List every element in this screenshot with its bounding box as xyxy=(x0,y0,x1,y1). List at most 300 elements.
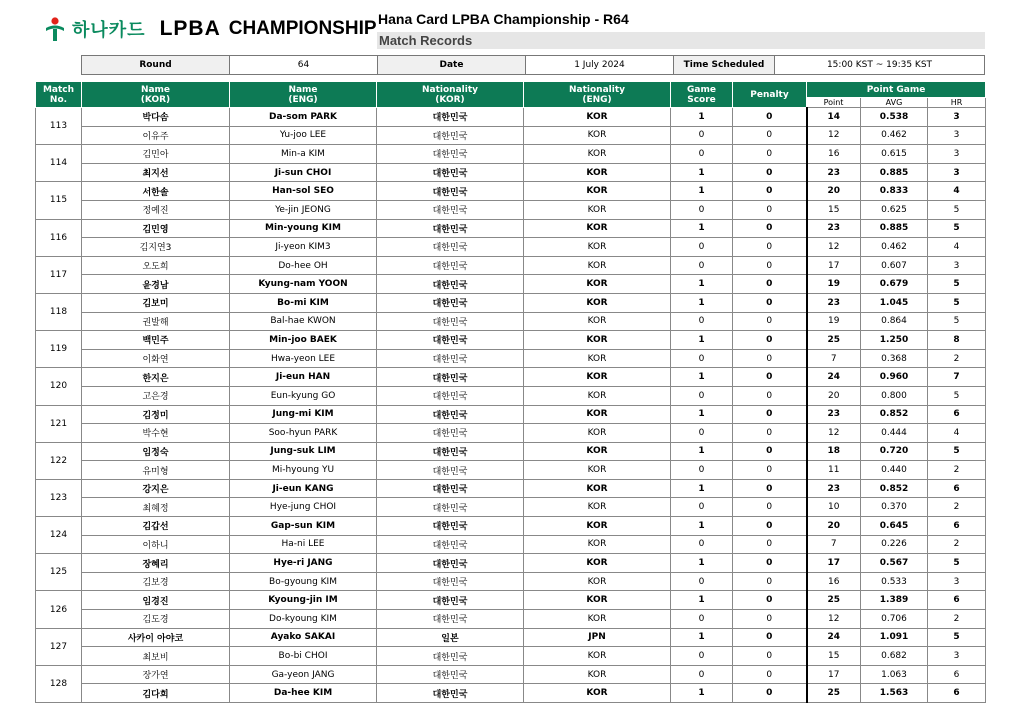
name-kor-cell: 서한솔 xyxy=(82,182,230,201)
nat-kor-cell: 대한민국 xyxy=(377,479,524,498)
match-no-cell: 120 xyxy=(36,368,82,405)
name-eng-cell: Han-sol SEO xyxy=(230,182,377,201)
penalty-cell: 0 xyxy=(733,275,807,294)
match-no-cell: 115 xyxy=(36,182,82,219)
col-hr: HR xyxy=(928,98,986,108)
point-cell: 11 xyxy=(807,461,861,480)
avg-cell: 0.368 xyxy=(861,349,928,368)
name-kor-cell: 김민영 xyxy=(82,219,230,238)
match-no-cell: 127 xyxy=(36,628,82,665)
nat-kor-cell: 대한민국 xyxy=(377,182,524,201)
nat-kor-cell: 대한민국 xyxy=(377,368,524,387)
game-score-cell: 0 xyxy=(671,238,733,257)
penalty-cell: 0 xyxy=(733,331,807,350)
col-game-score: Game Score xyxy=(671,82,733,108)
point-cell: 12 xyxy=(807,610,861,629)
game-score-cell: 0 xyxy=(671,424,733,443)
nat-eng-cell: KOR xyxy=(524,498,671,517)
col-nat-eng: Nationality (ENG) xyxy=(524,82,671,108)
table-row xyxy=(36,219,986,238)
hr-cell: 5 xyxy=(928,442,986,461)
avg-cell: 0.645 xyxy=(861,517,928,536)
point-cell: 12 xyxy=(807,424,861,443)
penalty-cell: 0 xyxy=(733,442,807,461)
nat-kor-cell: 대한민국 xyxy=(377,108,524,127)
penalty-cell: 0 xyxy=(733,405,807,424)
name-eng-cell: Ayako SAKAI xyxy=(230,628,377,647)
match-no-cell: 128 xyxy=(36,665,82,702)
penalty-cell: 0 xyxy=(733,293,807,312)
nat-kor-cell: 대한민국 xyxy=(377,647,524,666)
game-score-cell: 0 xyxy=(671,461,733,480)
page-title: Hana Card LPBA Championship - R64 xyxy=(378,11,629,27)
time-value: 15:00 KST ~ 19:35 KST xyxy=(775,56,985,75)
nat-kor-cell: 대한민국 xyxy=(377,572,524,591)
table-row xyxy=(36,610,986,629)
match-no-cell: 117 xyxy=(36,256,82,293)
nat-kor-cell: 대한민국 xyxy=(377,517,524,536)
nat-eng-cell: JPN xyxy=(524,628,671,647)
nat-eng-cell: KOR xyxy=(524,386,671,405)
game-score-cell: 0 xyxy=(671,126,733,145)
game-score-cell: 0 xyxy=(671,200,733,219)
table-row xyxy=(36,442,986,461)
avg-cell: 0.864 xyxy=(861,312,928,331)
point-cell: 10 xyxy=(807,498,861,517)
game-score-cell: 1 xyxy=(671,108,733,127)
name-eng-cell: Hwa-yeon LEE xyxy=(230,349,377,368)
name-eng-cell: Bo-mi KIM xyxy=(230,293,377,312)
hr-cell: 3 xyxy=(928,108,986,127)
avg-cell: 0.833 xyxy=(861,182,928,201)
table-row xyxy=(36,424,986,443)
game-score-cell: 1 xyxy=(671,182,733,201)
nat-eng-cell: KOR xyxy=(524,517,671,536)
table-row xyxy=(36,256,986,275)
nat-eng-cell: KOR xyxy=(524,182,671,201)
avg-cell: 0.444 xyxy=(861,424,928,443)
nat-kor-cell: 대한민국 xyxy=(377,535,524,554)
table-row xyxy=(36,665,986,684)
game-score-cell: 0 xyxy=(671,610,733,629)
name-eng-cell: Jung-suk LIM xyxy=(230,442,377,461)
hr-cell: 3 xyxy=(928,256,986,275)
nat-eng-cell: KOR xyxy=(524,126,671,145)
point-cell: 14 xyxy=(807,108,861,127)
match-no-cell: 118 xyxy=(36,293,82,330)
name-kor-cell: 이화연 xyxy=(82,349,230,368)
penalty-cell: 0 xyxy=(733,610,807,629)
name-eng-cell: Ji-eun KANG xyxy=(230,479,377,498)
round-label: Round xyxy=(82,56,230,75)
name-eng-cell: Bo-gyoung KIM xyxy=(230,572,377,591)
col-nat-kor: Nationality (KOR) xyxy=(377,82,524,108)
point-cell: 7 xyxy=(807,535,861,554)
avg-cell: 1.389 xyxy=(861,591,928,610)
penalty-cell: 0 xyxy=(733,665,807,684)
col-match-no: Match No. xyxy=(36,82,82,108)
page-subtitle: Match Records xyxy=(377,32,985,49)
nat-eng-cell: KOR xyxy=(524,256,671,275)
hr-cell: 5 xyxy=(928,293,986,312)
game-score-cell: 1 xyxy=(671,442,733,461)
nat-eng-cell: KOR xyxy=(524,331,671,350)
hr-cell: 3 xyxy=(928,647,986,666)
nat-eng-cell: KOR xyxy=(524,647,671,666)
name-kor-cell: 박다솜 xyxy=(82,108,230,127)
name-eng-cell: Hye-ri JANG xyxy=(230,554,377,573)
avg-cell: 0.852 xyxy=(861,479,928,498)
penalty-cell: 0 xyxy=(733,424,807,443)
nat-eng-cell: KOR xyxy=(524,535,671,554)
penalty-cell: 0 xyxy=(733,479,807,498)
penalty-cell: 0 xyxy=(733,238,807,257)
name-kor-cell: 최보비 xyxy=(82,647,230,666)
match-records-table xyxy=(35,81,986,703)
penalty-cell: 0 xyxy=(733,684,807,703)
date-value: 1 July 2024 xyxy=(526,56,674,75)
point-cell: 19 xyxy=(807,275,861,294)
point-cell: 24 xyxy=(807,368,861,387)
table-row xyxy=(36,182,986,201)
nat-eng-cell: KOR xyxy=(524,108,671,127)
hr-cell: 3 xyxy=(928,145,986,164)
name-eng-cell: Da-hee KIM xyxy=(230,684,377,703)
nat-eng-cell: KOR xyxy=(524,665,671,684)
table-row xyxy=(36,554,986,573)
name-eng-cell: Mi-hyoung YU xyxy=(230,461,377,480)
hr-cell: 3 xyxy=(928,163,986,182)
game-score-cell: 1 xyxy=(671,219,733,238)
name-eng-cell: Bo-bi CHOI xyxy=(230,647,377,666)
match-no-cell: 123 xyxy=(36,479,82,516)
avg-cell: 0.852 xyxy=(861,405,928,424)
name-kor-cell: 한지은 xyxy=(82,368,230,387)
game-score-cell: 0 xyxy=(671,647,733,666)
name-kor-cell: 유미형 xyxy=(82,461,230,480)
point-cell: 16 xyxy=(807,145,861,164)
name-kor-cell: 김지연3 xyxy=(82,238,230,257)
name-kor-cell: 임정숙 xyxy=(82,442,230,461)
name-eng-cell: Ji-eun HAN xyxy=(230,368,377,387)
game-score-cell: 1 xyxy=(671,591,733,610)
name-eng-cell: Kyung-nam YOON xyxy=(230,275,377,294)
table-row xyxy=(36,628,986,647)
nat-kor-cell: 대한민국 xyxy=(377,405,524,424)
hr-cell: 6 xyxy=(928,591,986,610)
date-label: Date xyxy=(378,56,526,75)
hr-cell: 3 xyxy=(928,126,986,145)
penalty-cell: 0 xyxy=(733,163,807,182)
match-no-cell: 121 xyxy=(36,405,82,442)
point-cell: 23 xyxy=(807,219,861,238)
hr-cell: 2 xyxy=(928,349,986,368)
col-point: Point xyxy=(807,98,861,108)
avg-cell: 0.679 xyxy=(861,275,928,294)
match-no-cell: 114 xyxy=(36,145,82,182)
col-name-eng: Name (ENG) xyxy=(230,82,377,108)
avg-cell: 0.960 xyxy=(861,368,928,387)
penalty-cell: 0 xyxy=(733,219,807,238)
avg-cell: 0.625 xyxy=(861,200,928,219)
hr-cell: 5 xyxy=(928,200,986,219)
lpba-logo-text: LPBA xyxy=(159,17,221,40)
table-row xyxy=(36,200,986,219)
time-label: Time Scheduled xyxy=(674,56,775,75)
logo xyxy=(44,14,377,44)
point-cell: 24 xyxy=(807,628,861,647)
hana-logo-icon xyxy=(44,16,66,42)
avg-cell: 0.800 xyxy=(861,386,928,405)
penalty-cell: 0 xyxy=(733,126,807,145)
penalty-cell: 0 xyxy=(733,145,807,164)
nat-eng-cell: KOR xyxy=(524,554,671,573)
name-eng-cell: Jung-mi KIM xyxy=(230,405,377,424)
hr-cell: 2 xyxy=(928,535,986,554)
point-cell: 18 xyxy=(807,442,861,461)
name-eng-cell: Bal-hae KWON xyxy=(230,312,377,331)
name-eng-cell: Eun-kyung GO xyxy=(230,386,377,405)
point-cell: 25 xyxy=(807,591,861,610)
hr-cell: 5 xyxy=(928,312,986,331)
name-kor-cell: 장혜리 xyxy=(82,554,230,573)
col-name-kor: Name (KOR) xyxy=(82,82,230,108)
table-row xyxy=(36,349,986,368)
avg-cell: 0.462 xyxy=(861,238,928,257)
hr-cell: 5 xyxy=(928,219,986,238)
table-row xyxy=(36,479,986,498)
name-kor-cell: 강지은 xyxy=(82,479,230,498)
penalty-cell: 0 xyxy=(733,349,807,368)
col-avg: AVG xyxy=(861,98,928,108)
game-score-cell: 0 xyxy=(671,349,733,368)
game-score-cell: 1 xyxy=(671,405,733,424)
hr-cell: 6 xyxy=(928,405,986,424)
hr-cell: 8 xyxy=(928,331,986,350)
name-kor-cell: 김갑선 xyxy=(82,517,230,536)
penalty-cell: 0 xyxy=(733,182,807,201)
table-row xyxy=(36,163,986,182)
nat-eng-cell: KOR xyxy=(524,238,671,257)
match-no-cell: 113 xyxy=(36,108,82,145)
avg-cell: 0.885 xyxy=(861,163,928,182)
point-cell: 17 xyxy=(807,256,861,275)
nat-eng-cell: KOR xyxy=(524,405,671,424)
nat-kor-cell: 대한민국 xyxy=(377,591,524,610)
game-score-cell: 0 xyxy=(671,256,733,275)
match-no-cell: 122 xyxy=(36,442,82,479)
game-score-cell: 0 xyxy=(671,572,733,591)
hr-cell: 6 xyxy=(928,517,986,536)
brand-korean: 하나카드 xyxy=(72,20,146,41)
avg-cell: 0.720 xyxy=(861,442,928,461)
match-no-cell: 125 xyxy=(36,554,82,591)
point-cell: 25 xyxy=(807,684,861,703)
hr-cell: 3 xyxy=(928,572,986,591)
nat-kor-cell: 대한민국 xyxy=(377,424,524,443)
table-row xyxy=(36,331,986,350)
avg-cell: 0.615 xyxy=(861,145,928,164)
name-kor-cell: 김다희 xyxy=(82,684,230,703)
name-kor-cell: 고은경 xyxy=(82,386,230,405)
point-cell: 19 xyxy=(807,312,861,331)
name-eng-cell: Ha-ni LEE xyxy=(230,535,377,554)
penalty-cell: 0 xyxy=(733,108,807,127)
table-row xyxy=(36,535,986,554)
penalty-cell: 0 xyxy=(733,200,807,219)
point-cell: 23 xyxy=(807,163,861,182)
nat-kor-cell: 대한민국 xyxy=(377,442,524,461)
name-kor-cell: 이하니 xyxy=(82,535,230,554)
nat-kor-cell: 대한민국 xyxy=(377,386,524,405)
hr-cell: 4 xyxy=(928,424,986,443)
game-score-cell: 0 xyxy=(671,312,733,331)
name-kor-cell: 김도경 xyxy=(82,610,230,629)
name-kor-cell: 정예진 xyxy=(82,200,230,219)
table-row xyxy=(36,368,986,387)
name-kor-cell: 김정미 xyxy=(82,405,230,424)
table-row xyxy=(36,238,986,257)
nat-kor-cell: 대한민국 xyxy=(377,238,524,257)
nat-kor-cell: 일본 xyxy=(377,628,524,647)
round-value: 64 xyxy=(230,56,378,75)
name-kor-cell: 장가연 xyxy=(82,665,230,684)
game-score-cell: 1 xyxy=(671,628,733,647)
table-row xyxy=(36,312,986,331)
table-row xyxy=(36,517,986,536)
table-row xyxy=(36,461,986,480)
name-kor-cell: 김민아 xyxy=(82,145,230,164)
avg-cell: 1.563 xyxy=(861,684,928,703)
game-score-cell: 1 xyxy=(671,554,733,573)
match-no-cell: 126 xyxy=(36,591,82,628)
hr-cell: 4 xyxy=(928,182,986,201)
nat-eng-cell: KOR xyxy=(524,479,671,498)
table-row xyxy=(36,498,986,517)
point-cell: 25 xyxy=(807,331,861,350)
name-eng-cell: Ga-yeon JANG xyxy=(230,665,377,684)
nat-kor-cell: 대한민국 xyxy=(377,331,524,350)
nat-kor-cell: 대한민국 xyxy=(377,498,524,517)
nat-eng-cell: KOR xyxy=(524,145,671,164)
penalty-cell: 0 xyxy=(733,535,807,554)
name-eng-cell: Soo-hyun PARK xyxy=(230,424,377,443)
hr-cell: 5 xyxy=(928,628,986,647)
avg-cell: 0.533 xyxy=(861,572,928,591)
name-kor-cell: 임경진 xyxy=(82,591,230,610)
table-row xyxy=(36,275,986,294)
col-point-game: Point Game xyxy=(807,82,986,98)
table-row xyxy=(36,386,986,405)
name-eng-cell: Ji-yeon KIM3 xyxy=(230,238,377,257)
penalty-cell: 0 xyxy=(733,368,807,387)
point-cell: 17 xyxy=(807,554,861,573)
avg-cell: 0.885 xyxy=(861,219,928,238)
name-kor-cell: 최지선 xyxy=(82,163,230,182)
nat-kor-cell: 대한민국 xyxy=(377,275,524,294)
penalty-cell: 0 xyxy=(733,386,807,405)
game-score-cell: 1 xyxy=(671,517,733,536)
nat-kor-cell: 대한민국 xyxy=(377,219,524,238)
point-cell: 23 xyxy=(807,405,861,424)
point-cell: 20 xyxy=(807,182,861,201)
hr-cell: 6 xyxy=(928,684,986,703)
name-kor-cell: 김보미 xyxy=(82,293,230,312)
avg-cell: 0.370 xyxy=(861,498,928,517)
hr-cell: 4 xyxy=(928,238,986,257)
hr-cell: 5 xyxy=(928,554,986,573)
name-eng-cell: Da-som PARK xyxy=(230,108,377,127)
name-eng-cell: Kyoung-jin IM xyxy=(230,591,377,610)
table-row xyxy=(36,647,986,666)
name-eng-cell: Do-kyoung KIM xyxy=(230,610,377,629)
hr-cell: 5 xyxy=(928,275,986,294)
hr-cell: 7 xyxy=(928,368,986,387)
game-score-cell: 1 xyxy=(671,331,733,350)
table-row xyxy=(36,591,986,610)
name-kor-cell: 윤경남 xyxy=(82,275,230,294)
nat-eng-cell: KOR xyxy=(524,424,671,443)
point-cell: 20 xyxy=(807,386,861,405)
match-no-cell: 119 xyxy=(36,331,82,368)
table-row xyxy=(36,108,986,127)
name-kor-cell: 권발해 xyxy=(82,312,230,331)
penalty-cell: 0 xyxy=(733,572,807,591)
nat-kor-cell: 대한민국 xyxy=(377,200,524,219)
avg-cell: 0.440 xyxy=(861,461,928,480)
point-cell: 16 xyxy=(807,572,861,591)
point-cell: 20 xyxy=(807,517,861,536)
name-eng-cell: Yu-joo LEE xyxy=(230,126,377,145)
nat-eng-cell: KOR xyxy=(524,684,671,703)
name-eng-cell: Gap-sun KIM xyxy=(230,517,377,536)
nat-eng-cell: KOR xyxy=(524,442,671,461)
penalty-cell: 0 xyxy=(733,628,807,647)
penalty-cell: 0 xyxy=(733,461,807,480)
point-cell: 12 xyxy=(807,238,861,257)
table-row xyxy=(36,405,986,424)
avg-cell: 1.250 xyxy=(861,331,928,350)
nat-eng-cell: KOR xyxy=(524,293,671,312)
name-kor-cell: 사카이 아야코 xyxy=(82,628,230,647)
nat-kor-cell: 대한민국 xyxy=(377,461,524,480)
point-cell: 23 xyxy=(807,293,861,312)
table-row xyxy=(36,126,986,145)
game-score-cell: 0 xyxy=(671,386,733,405)
nat-kor-cell: 대한민국 xyxy=(377,163,524,182)
nat-kor-cell: 대한민국 xyxy=(377,684,524,703)
avg-cell: 0.682 xyxy=(861,647,928,666)
nat-kor-cell: 대한민국 xyxy=(377,126,524,145)
nat-kor-cell: 대한민국 xyxy=(377,312,524,331)
point-cell: 15 xyxy=(807,647,861,666)
nat-eng-cell: KOR xyxy=(524,610,671,629)
table-row xyxy=(36,145,986,164)
game-score-cell: 1 xyxy=(671,368,733,387)
nat-kor-cell: 대한민국 xyxy=(377,665,524,684)
name-eng-cell: Min-young KIM xyxy=(230,219,377,238)
table-row xyxy=(36,572,986,591)
nat-kor-cell: 대한민국 xyxy=(377,293,524,312)
nat-kor-cell: 대한민국 xyxy=(377,256,524,275)
hr-cell: 2 xyxy=(928,461,986,480)
table-row xyxy=(36,684,986,703)
match-no-cell: 116 xyxy=(36,219,82,256)
info-table xyxy=(81,55,985,75)
hr-cell: 2 xyxy=(928,610,986,629)
name-eng-cell: Min-a KIM xyxy=(230,145,377,164)
avg-cell: 1.063 xyxy=(861,665,928,684)
